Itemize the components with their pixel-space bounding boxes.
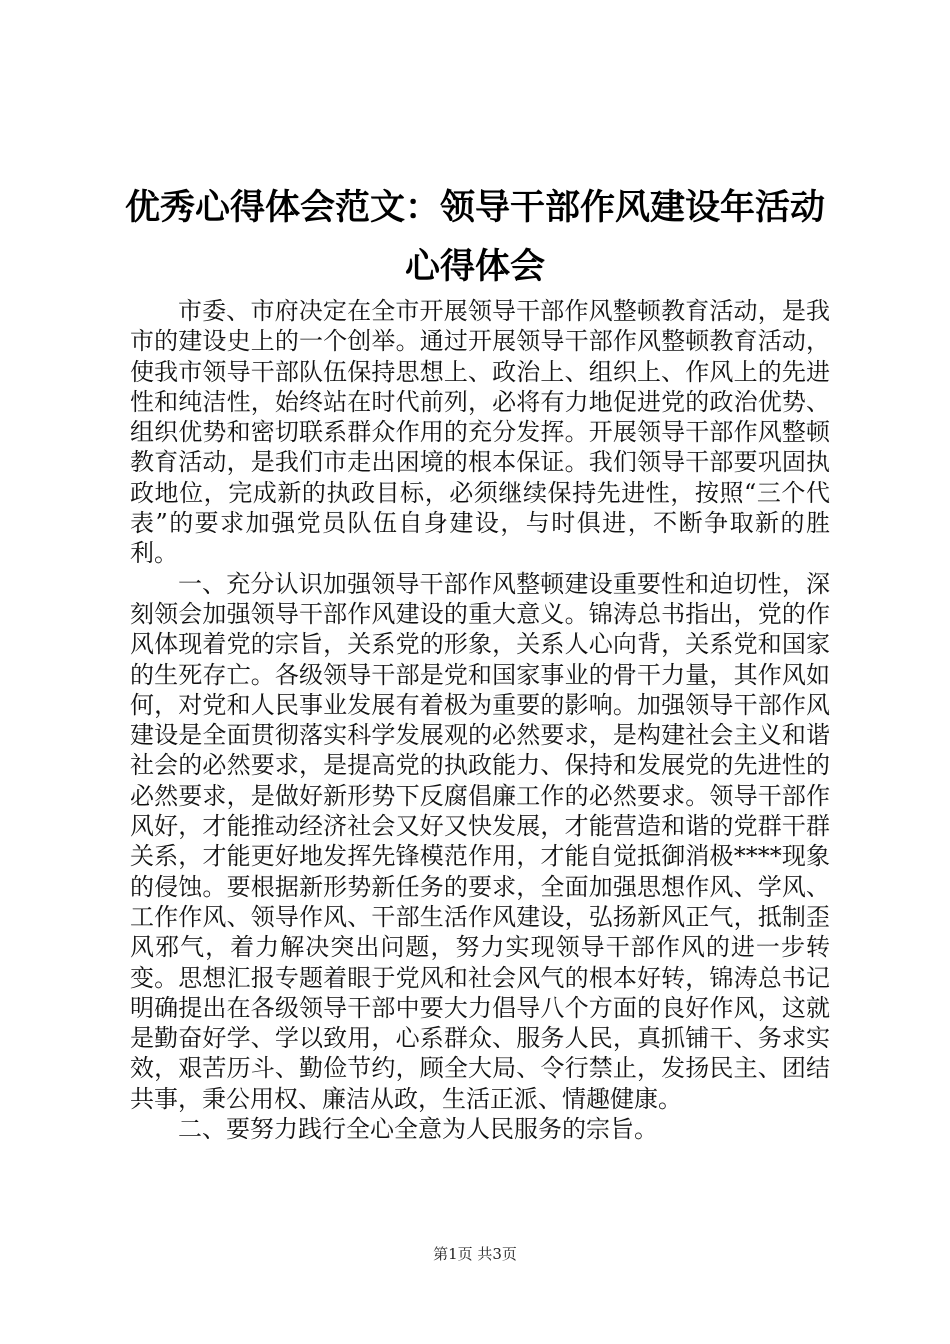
document-body — [130, 296, 830, 1144]
page-number-footer: 第1页 共3页 — [433, 1245, 517, 1263]
document-title-line-2: 心得体会 — [404, 247, 545, 287]
paragraph-intro: 市委、市府决定在全市开展领导干部作风整顿教育活动，是我市的建设史上的一个创举。通过开展领导干部作风整顿教育活动，使我市领导干部队伍保持思想上、政治上、组织上、作风上的先进性和纯洁性，始终站在时代前列，必将有力地促进党的政治优势、组织优势和密切联系群众作用的充分发挥。开展领导干部作风整顿教育活动，是我们市走出困境的根本保证。我们领导干部要巩固执政地位，完成新的执政目标，必须继续保持先进性，按照“三个代表”的要求加强党员队伍自身建设，与时俱进，不断争取新的胜利。 — [130, 297, 830, 568]
paragraph-section-2: 二、要努力践行全心全意为人民服务的宗旨。 — [178, 1115, 658, 1144]
document-title-line-1: 优秀心得体会范文：领导干部作风建设年活动 — [124, 188, 825, 228]
paragraph-section-1: 一、充分认识加强领导干部作风整顿建设重要性和迫切性，深刻领会加强领导干部作风建设的重大意义。锦涛总书指出，党的作风体现着党的宗旨，关系党的形象，关系人心向背，关系党和国家的生死存亡。各级领导干部是党和国家事业的骨干力量，其作风如何，对党和人民事业发展有着极为重要的影响。加强领导干部作风建设是全面贯彻落实科学发展观的必然要求，是构建社会主义和谐社会的必然要求，是提高党的执政能力、保持和发展党的先进性的必然要求，是做好新形势下反腐倡廉工作的必然要求。领导干部作风好，才能推动经济社会又好又快发展，才能营造和谐的党群干群关系，才能更好地发挥先锋模范作用，才能自觉抵御消极****现象的侵蚀。要根据新形势新任务的要求，全面加强思想作风、学风、工作作风、领导作风、干部生活作风建设，弘扬新风正气，抵制歪风邪气，着力解决突出问题，努力实现领导干部作风的进一步转变。思想汇报专题着眼于党风和社会风气的根本好转，锦涛总书记明确提出在各级领导干部中要大力倡导八个方面的良好作风，这就是勤奋好学、学以致用，心系群众、服务人民，真抓铺干、务求实效，艰苦历斗、勤俭节约，顾全大局、令行禁止，发扬民主、团结共事，秉公用权、廉洁从政，生活正派、情趣健康。 — [130, 569, 830, 1113]
